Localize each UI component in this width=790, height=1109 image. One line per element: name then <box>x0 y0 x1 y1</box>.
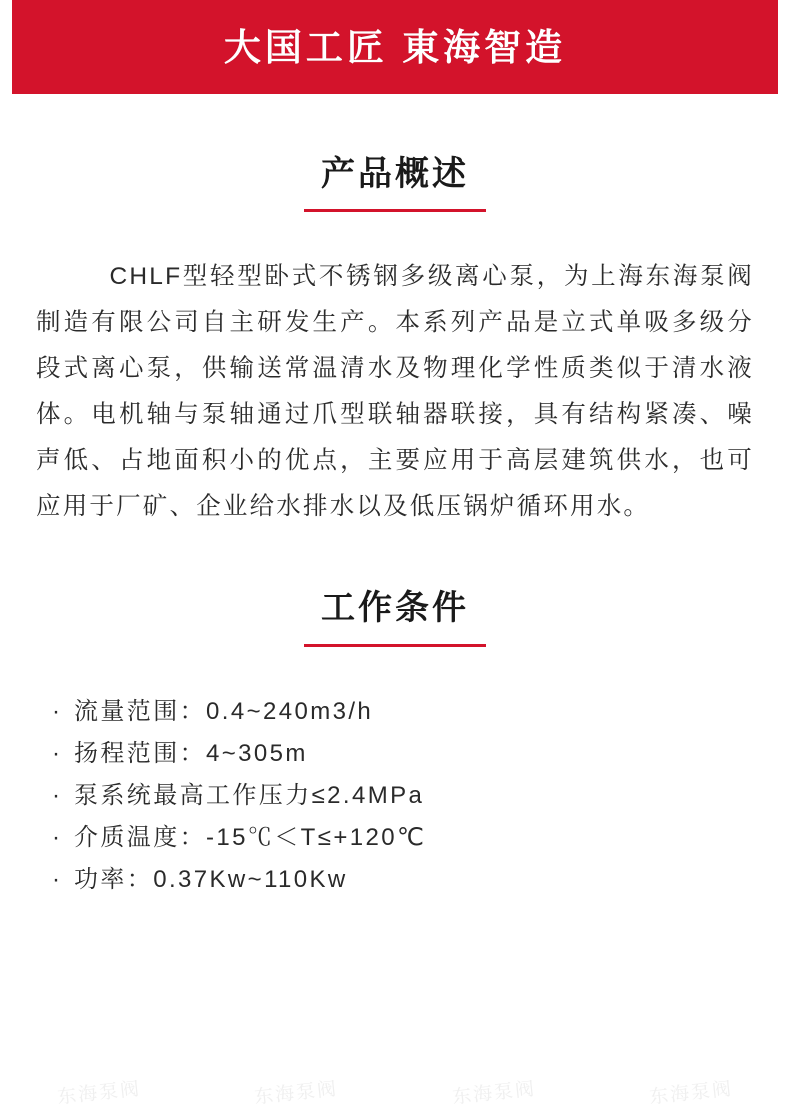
banner-left-edge <box>0 0 12 94</box>
working-conditions-list <box>0 691 790 901</box>
working-conditions-section <box>0 590 790 646</box>
product-overview-section <box>0 156 790 212</box>
product-overview-heading <box>40 156 750 212</box>
bullet-icon: · <box>52 739 63 767</box>
working-conditions-underline <box>304 644 486 647</box>
watermark-text: 东海泵阀 <box>253 1078 340 1109</box>
working-conditions-heading <box>40 590 750 646</box>
list-item <box>52 691 790 733</box>
watermark-text: 东海泵阀 <box>56 1078 142 1109</box>
watermark-row <box>0 1065 790 1109</box>
working-conditions-title: 工作条件 <box>321 589 469 628</box>
watermark-text: 东海泵阀 <box>451 1078 537 1109</box>
banner-title: 大国工匠 東海智造 <box>223 26 567 68</box>
list-item-label: 功率：0.37Kw~110Kw <box>74 865 348 893</box>
list-item-label: 泵系统最高工作压力≤2.4MPa <box>74 781 425 809</box>
bullet-icon: · <box>52 697 63 725</box>
product-overview-paragraph: CHLF型轻型卧式不锈钢多级离心泵，为上海东海泵阀制造有限公司自主研发生产。本系列产品是立式单吸多级分段式离心泵，供输送常温清水及物理化学性质类似于清水液体。电机轴与泵轴通过爪型联轴器联接，具有结构紧凑、噪声低、占地面积小的优点，主要应用于高层建筑供水，也可应用于厂矿、企业给水排水以及低压锅炉循环用水。 <box>36 263 754 521</box>
product-overview-title: 产品概述 <box>321 155 469 193</box>
bullet-icon: · <box>52 781 63 809</box>
list-item <box>52 733 790 775</box>
bullet-icon: · <box>52 823 63 851</box>
list-item <box>52 775 790 817</box>
banner-right-edge <box>778 0 790 94</box>
list-item <box>52 817 790 859</box>
top-banner <box>0 0 790 94</box>
watermark-text: 东海泵阀 <box>648 1078 735 1109</box>
list-item-label: 扬程范围：4~305m <box>74 739 308 767</box>
list-item-label: 流量范围：0.4~240m3/h <box>74 697 374 725</box>
list-item <box>52 859 790 901</box>
product-overview-underline <box>304 209 486 212</box>
bullet-icon: · <box>52 865 63 893</box>
list-item-label: 介质温度：-15℃＜T≤+120℃ <box>74 823 427 851</box>
